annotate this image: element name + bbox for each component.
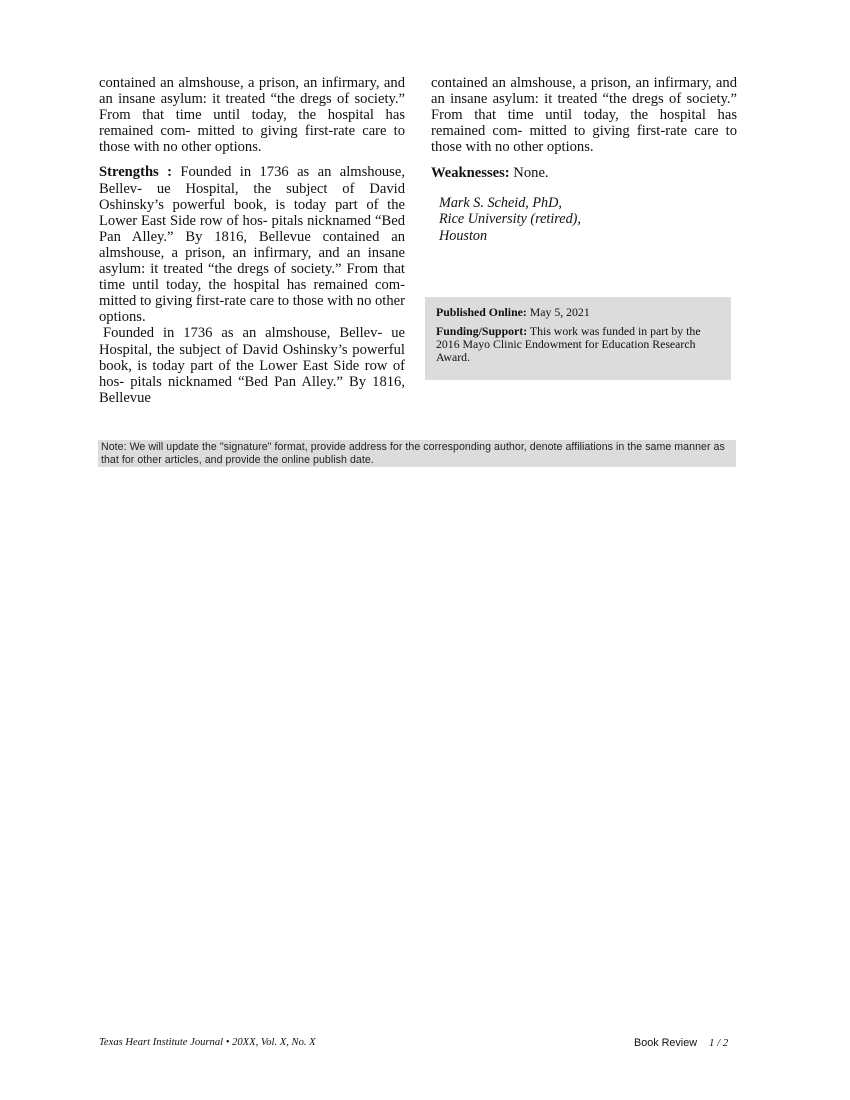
body-paragraph: Founded in 1736 as an almshouse, Bellev- ue Hospital, the subject of David Oshinsky’s powerful book, is today part of the Lower East Side row of hos- pitals nicknamed “Bed Pan Alley.” By 1816, Bellevue [99, 325, 405, 406]
strengths-text: Founded in 1736 as an almshouse, Bellev- ue Hospital, the subject of David Oshinsky’s powerful book, is today part of the Lower East Side row of hos- pitals nicknamed “Bed Pan Alley.” By 1816, Bellevue contained an almshouse, a prison, an infirmary, and an insane asylum: it treated “the dregs of society.” From that time until today, the hospital has remained com- mitted to giving first-rate care to those with no other options. [99, 164, 405, 326]
right-column [431, 75, 737, 245]
strengths-paragraph [99, 164, 405, 325]
funding-support [436, 325, 720, 364]
author-affiliation: Rice University (retired), [439, 211, 581, 228]
published-label: Published Online: [436, 305, 527, 319]
section-name: Book Review [634, 1037, 698, 1049]
funding-label: Funding/Support: [436, 324, 528, 338]
funding-text: This work was funded in part by the 2016 Mayo Clinic Endowment for Education Research Award. [436, 324, 701, 364]
page-number: 1 / 2 [709, 1037, 729, 1049]
author-name: Mark S. Scheid, PhD, [439, 194, 562, 211]
published-online [436, 306, 720, 319]
author-city: Houston [439, 228, 488, 245]
published-date: May 5, 2021 [526, 305, 590, 319]
body-paragraph: contained an almshouse, a prison, an infirmary, and an insane asylum: it treated “the dregs of society.” From that time until today, the hospital has remained com- mitted to giving first-rate care to those with no other options. [99, 75, 405, 156]
editorial-note: Note: We will update the "signature" format, provide address for the corresponding author, denote affiliations in the same manner as that for other articles, and provide the online publish date. [98, 440, 736, 467]
weaknesses-paragraph [431, 165, 737, 181]
body-paragraph: contained an almshouse, a prison, an infirmary, and an insane asylum: it treated “the dregs of society.” From that time until today, the hospital has remained com- mitted to giving first-rate care to those with no other options. [431, 75, 737, 156]
author-signature [439, 195, 737, 245]
publication-info-box [425, 297, 731, 380]
weaknesses-label: Weaknesses: [431, 165, 510, 182]
weaknesses-text: None. [509, 165, 549, 182]
left-column [99, 75, 405, 406]
strengths-label: Strengths : [99, 164, 172, 181]
footer-journal: Texas Heart Institute Journal • 20XX, Vol. X, No. X [99, 1037, 316, 1048]
footer-section [634, 1037, 728, 1049]
